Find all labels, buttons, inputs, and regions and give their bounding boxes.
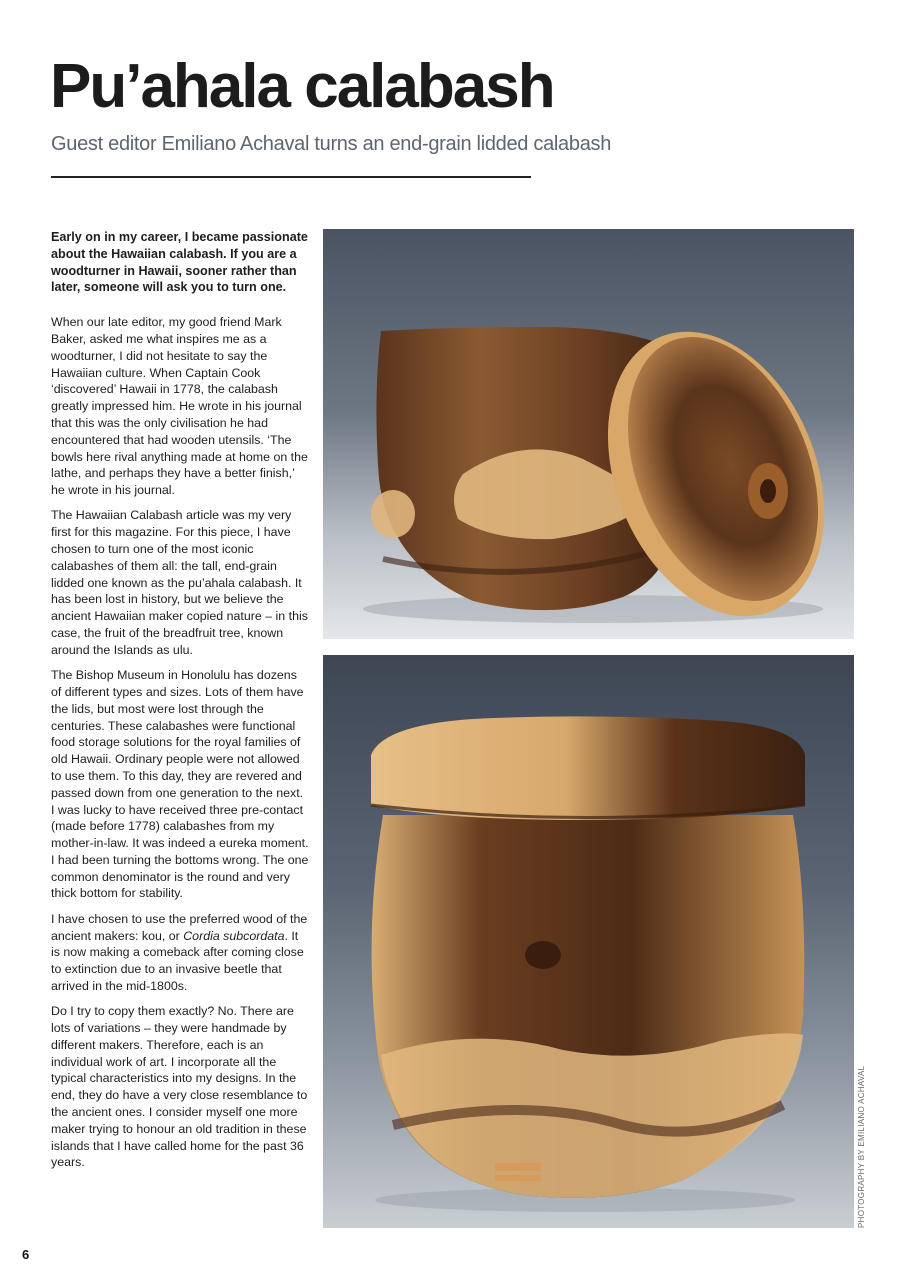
calabash-open-illustration xyxy=(323,229,854,639)
calabash-photo-open-lid xyxy=(323,229,854,639)
calabash-photo-closed-lid xyxy=(323,655,854,1228)
p4-text-after: . It is now making a comeback after coming close to extinction due to an invasive beetle that arrived in the mid-1800s. xyxy=(51,928,304,993)
title-divider xyxy=(51,176,531,178)
p4-text-before: I have chosen to use the preferred wood of the ancient makers: kou, or xyxy=(51,911,308,943)
calabash-closed-illustration xyxy=(323,655,854,1228)
article-subtitle: Guest editor Emiliano Achaval turns an end-grain lidded calabash xyxy=(51,133,612,155)
body-paragraph-2: The Hawaiian Calabash article was my very first for this magazine. For this piece, I have chosen to turn one of the most iconic calabashes of them all: the tall, end-grain lidded one known as the pu’ahala calabash. It has been lost in history, but we believe the ancient Hawaiian maker copied nature – in this case, the fruit of the breadfruit tree, known around the Islands as ulu. xyxy=(51,508,308,657)
page-number: 6 xyxy=(22,1247,30,1262)
body-paragraph-1: When our late editor, my good friend Mark Baker, asked me what inspires me as a woodturner, I did not hesitate to say the Hawaiian culture. When Captain Cook ‘discovered’ Hawaii in 1778, the calabash greatly impressed him. He wrote in his journal that this was the only civilisation he had encountered that had wooden utensils. ‘The bowls here rival anything made at home on the lathe, and perhaps they have a better finish,’ he wrote in his journal. xyxy=(51,315,308,498)
body-column xyxy=(51,229,309,1180)
lead-paragraph: Early on in my career, I became passionate about the Hawaiian calabash. If you are a woodturner in Hawaii, sooner rather than later, someone will ask you to turn one. xyxy=(51,230,308,295)
article-title: Pu’ahala calabash xyxy=(50,52,554,121)
photo-credit: PHOTOGRAPHY BY EMILIANO ACHAVAL xyxy=(857,1065,866,1228)
body-paragraph-3: The Bishop Museum in Honolulu has dozens of different types and sizes. Lots of them have the lids, but most were lost through the centuries. These calabashes were functional food storage solutions for the royal families of old Hawaii. Ordinary people were not allowed to use them. To this day, they are revered and passed down from one generation to the next. I was lucky to have received three pre-contact (made before 1778) calabashes from my mother-in-law. It was indeed a eureka moment. I had been turning the bottoms wrong. The one common denominator is the round and very thick bottom for stability. xyxy=(51,668,309,901)
body-paragraph-5: Do I try to copy them exactly? No. There are lots of variations – they were handmade by different makers. Therefore, each is an individual work of art. I incorporate all the typical characteristics into my designs. In the end, they do have a very close resemblance to the ancient ones. I consider myself one more maker trying to honour an old tradition in these islands that I have called home for the past 36 years. xyxy=(51,1004,308,1170)
body-paragraph-4 xyxy=(51,911,309,995)
p4-species-name: Cordia subcordata xyxy=(183,928,285,943)
